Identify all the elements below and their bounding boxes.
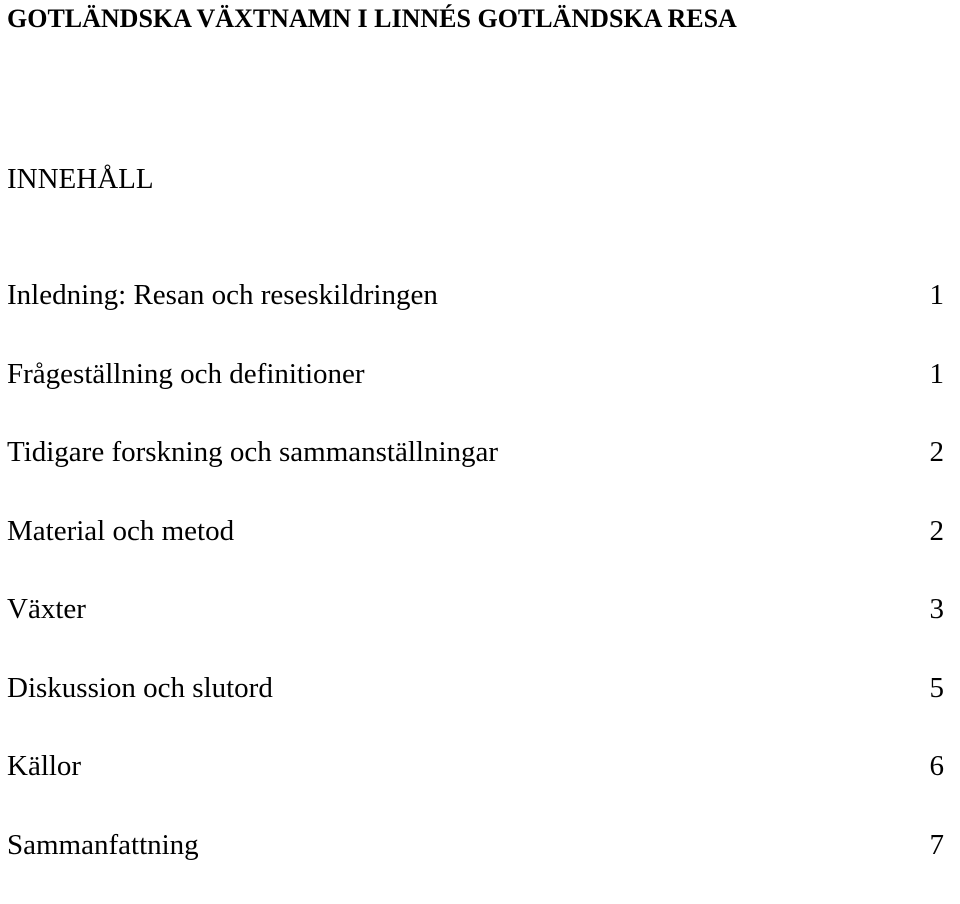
toc-entry-sammanfattning [7,826,944,904]
toc-entry-diskussion [7,669,944,748]
toc-entry-page: 2 [930,512,945,550]
toc-entry-page: 5 [930,669,945,707]
toc-entry-title: Material och metod [7,512,234,550]
toc-entry-title: Sammanfattning [7,826,199,864]
toc-entry-title: Tidigare forskning och sammanställningar [7,433,498,471]
toc-entry-vaxter [7,590,944,669]
toc-entry-page: 2 [930,433,945,471]
toc-entry-title: Frågeställning och definitioner [7,355,365,393]
toc-heading: INNEHÅLL [7,161,154,197]
document-title: GOTLÄNDSKA VÄXTNAMN I LINNÉS GOTLÄNDSKA RESA [7,2,737,36]
toc-entry-page: 1 [930,355,945,393]
toc-entry-page: 1 [930,276,945,314]
toc-entry-tidigare-forskning [7,433,944,512]
toc-entry-page: 7 [930,826,945,864]
toc-entry-inledning [7,276,944,355]
toc-entry-page: 6 [930,747,945,785]
table-of-contents [7,276,944,904]
toc-entry-title: Växter [7,590,86,628]
toc-entry-title: Källor [7,747,81,785]
toc-entry-page: 3 [930,590,945,628]
toc-entry-kallor [7,747,944,826]
toc-entry-material-och-metod [7,512,944,591]
toc-entry-fragestallning [7,355,944,434]
toc-entry-title: Inledning: Resan och reseskildringen [7,276,438,314]
toc-entry-title: Diskussion och slutord [7,669,273,707]
